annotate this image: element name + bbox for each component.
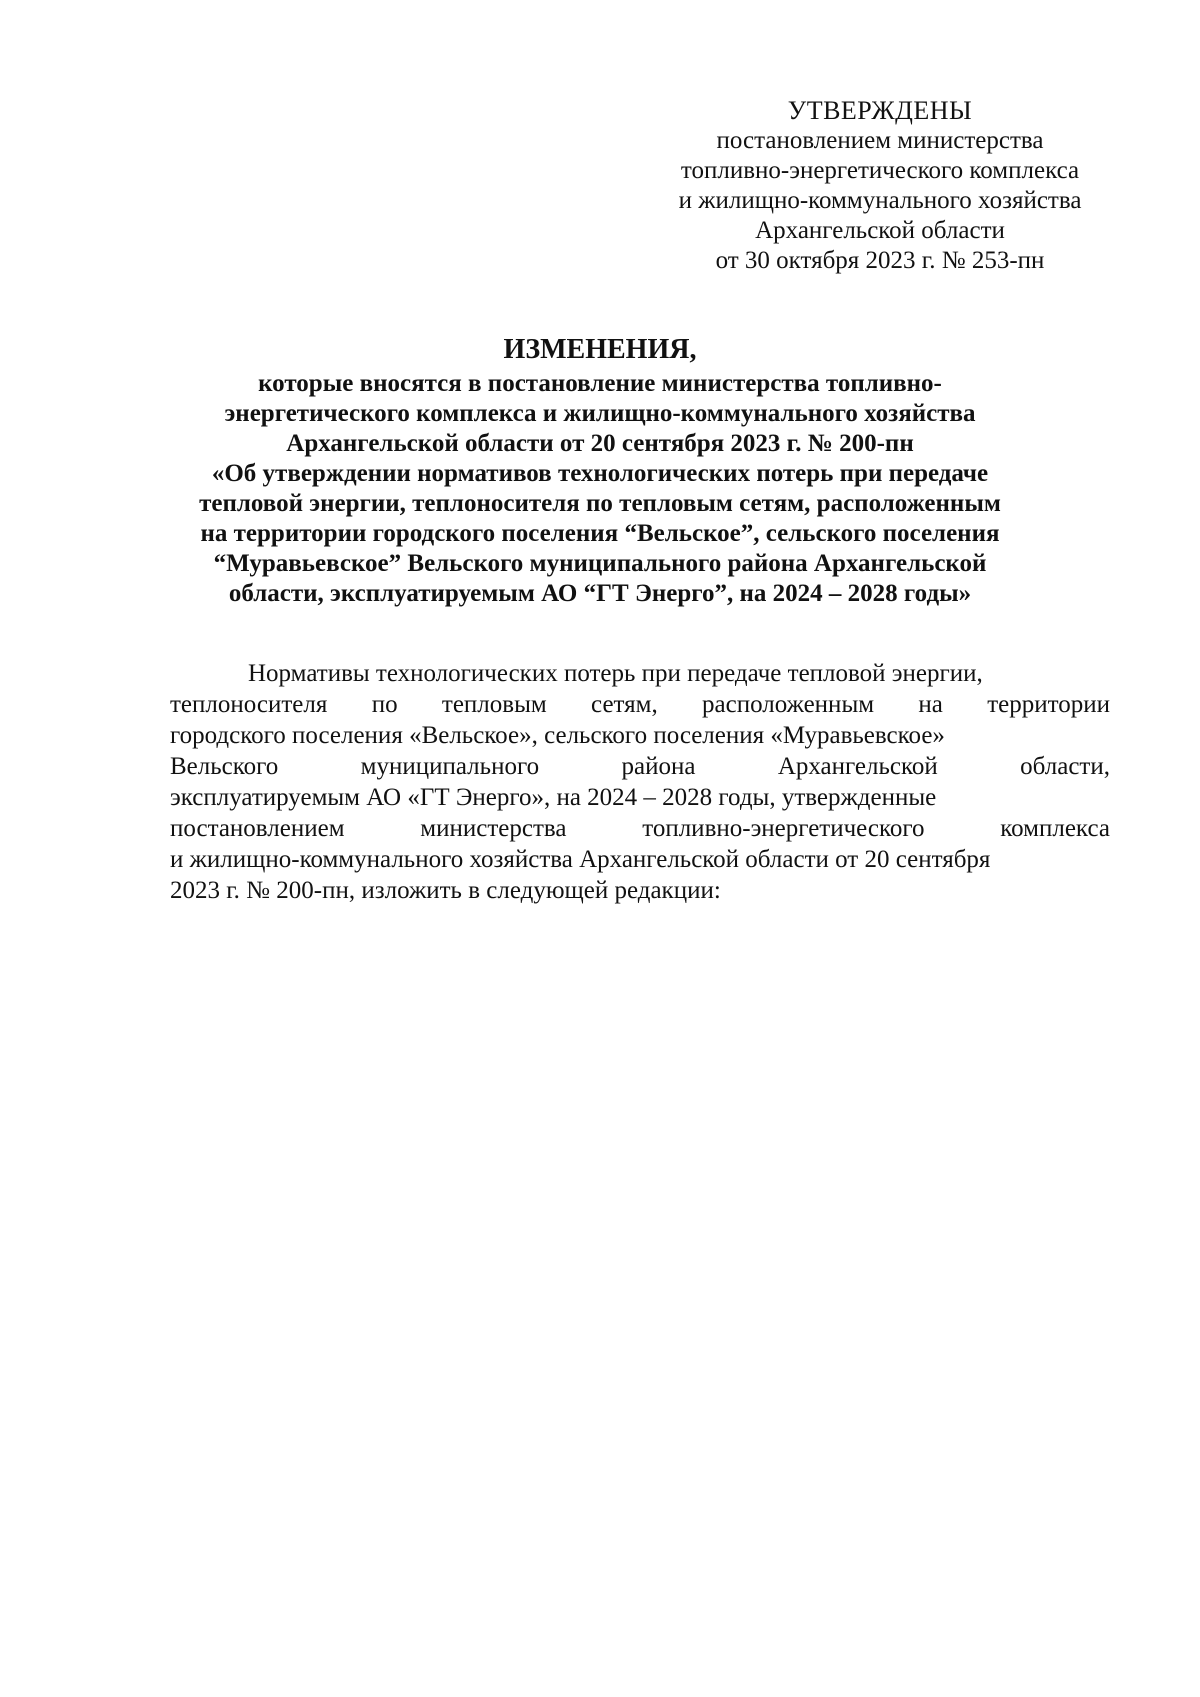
title-line: которые вносятся в постановление министерства топливно-: [258, 370, 942, 397]
body-text-segment: Нормативы технологических потерь при передаче тепловой энергии,: [248, 660, 983, 687]
body-text-segment: комплекса: [1000, 815, 1110, 842]
body-text-segment: теплоносителя: [170, 691, 328, 718]
body-text-segment: 2023 г. № 200-пн, изложить в следующей редакции:: [170, 877, 721, 904]
body-text-segment: района: [621, 753, 696, 780]
body-line: [170, 751, 1110, 782]
body-paragraph: [170, 658, 1110, 906]
approval-line: постановлением министерства: [716, 127, 1044, 154]
body-text-segment: городского поселения «Вельское», сельского поселения «Муравьевское»: [170, 722, 945, 749]
title-heading: ИЗМЕНЕНИЯ,: [503, 334, 697, 365]
title-line: “Муравьевское” Вельского муниципального района Архангельской: [213, 550, 987, 577]
title-line: Архангельской области от 20 сентября 2023 г. № 200-пн: [286, 430, 914, 457]
body-text-segment: министерства: [420, 815, 567, 842]
title-line: области, эксплуатируемым АО “ГТ Энерго”, на 2024 – 2028 годы»: [228, 580, 972, 607]
approval-stamp: [630, 96, 1130, 276]
body-text-segment: расположенным: [702, 691, 875, 718]
title-line: энергетического комплекса и жилищно-коммунального хозяйства: [224, 400, 976, 427]
approval-line: и жилищно-коммунального хозяйства: [678, 187, 1082, 214]
body-text-segment: эксплуатируемым АО «ГТ Энерго», на 2024 – 2028 годы, утвержденные: [170, 784, 937, 811]
body-text-segment: по: [371, 691, 398, 718]
body-line: [170, 689, 1110, 720]
body-line: [170, 875, 1110, 906]
body-text-segment: муниципального: [360, 753, 540, 780]
body-line: [170, 782, 1110, 813]
body-text-segment: области,: [1020, 753, 1110, 780]
approval-line: Архангельской области: [755, 217, 1005, 244]
body-line: [170, 844, 1110, 875]
body-text-segment: на: [918, 691, 943, 718]
body-line: [170, 720, 1110, 751]
body-line: [170, 813, 1110, 844]
title-line: тепловой энергии, теплоносителя по тепловым сетям, расположенным: [199, 490, 1001, 517]
body-text-segment: и жилищно-коммунального хозяйства Архангельской области от 20 сентября: [170, 846, 991, 873]
body-text-segment: территории: [987, 691, 1110, 718]
title-line: «Об утверждении нормативов технологических потерь при передаче: [211, 460, 989, 487]
body-text-segment: Архангельской: [777, 753, 938, 780]
document-title: [150, 333, 1050, 609]
body-text-segment: топливно-энергетического: [642, 815, 925, 842]
body-text-segment: сетям,: [591, 691, 658, 718]
approval-heading: УТВЕРЖДЕНЫ: [787, 96, 973, 125]
body-text-segment: Вельского: [170, 753, 279, 780]
approval-line: топливно-энергетического комплекса: [680, 157, 1080, 184]
title-line: на территории городского поселения “Вельское”, сельского поселения: [200, 520, 1000, 547]
body-text-segment: тепловым: [441, 691, 547, 718]
body-text-segment: постановлением: [170, 815, 345, 842]
approval-date-number: от 30 октября 2023 г. № 253-пн: [715, 247, 1045, 274]
body-line: [170, 658, 1110, 689]
